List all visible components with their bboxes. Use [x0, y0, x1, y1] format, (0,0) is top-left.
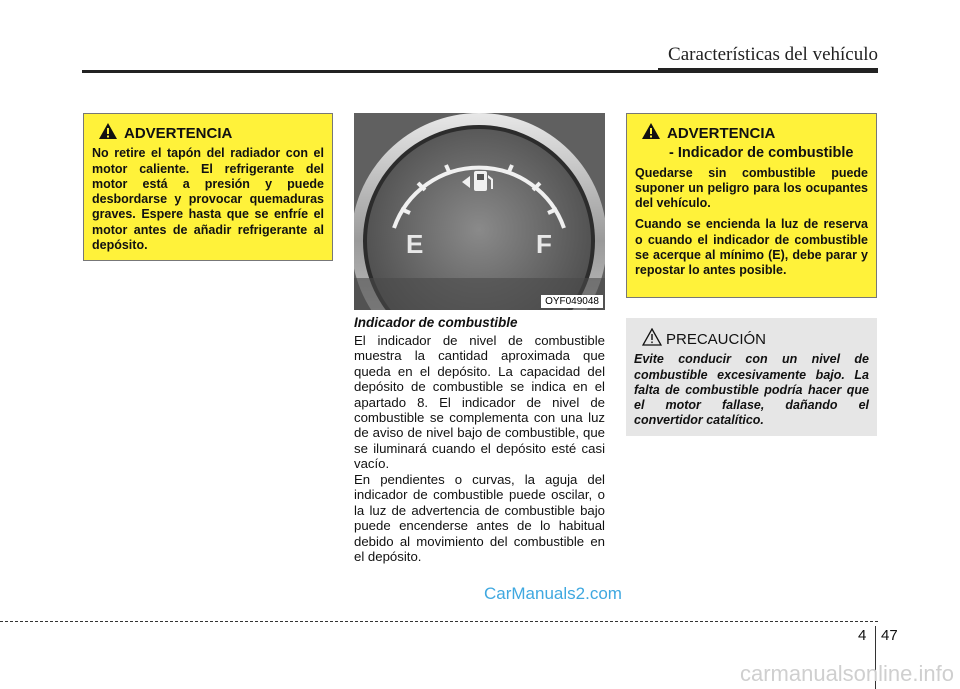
warning-text-2: Cuando se encienda la luz de reserva o cuando el indicador de combustible se acerque al mínimo (E), debe parar y repostar lo antes posible. — [635, 217, 868, 278]
warning-triangle-icon — [98, 122, 118, 144]
warning-text: No retire el tapón del radiador con el motor caliente. El refrigerante del motor está a presión y puede desbordarse y provocar quemaduras graves. Espere hasta que se enfríe el motor antes de añadir refrigerante al depósito. — [92, 146, 324, 253]
caution-triangle-icon — [642, 328, 662, 350]
warning-box-radiator — [83, 113, 333, 261]
section-caption: Indicador de combustible — [354, 315, 518, 330]
warning-box-fuel — [626, 113, 877, 298]
fuel-gauge-figure — [354, 113, 605, 310]
watermark-link[interactable]: CarManuals2.com — [484, 584, 622, 603]
warning-title: ADVERTENCIA — [667, 124, 776, 142]
gauge-empty-label: E — [406, 229, 424, 259]
page-header-title: Características del vehículo — [668, 44, 878, 65]
footer-dashed-rule — [0, 621, 878, 622]
warning-subtitle: - Indicador de combustible — [669, 145, 854, 162]
caution-box — [626, 318, 877, 436]
fuel-gauge-illustration — [354, 113, 605, 310]
warning-triangle-icon — [641, 122, 661, 144]
page-number: 47 — [881, 627, 898, 644]
warning-title: ADVERTENCIA — [124, 124, 233, 142]
paragraph-1: El indicador de nivel de combustible muestra la cantidad aproximada que queda en el depósito. La capacidad del depósito de combustible se indica en el apartado 8. El indicador de nivel de combustible se complementa con una luz de aviso de nivel bajo de combustible, que se iluminará cuando el depósito esté casi vacío. — [354, 333, 605, 472]
chapter-number: 4 — [858, 627, 867, 644]
paragraph-2: En pendientes o curvas, la aguja del indicador de combustible puede oscilar, o la luz de advertencia de combustible bajo puede encenderse antes de lo habitual debido al movimiento del combustible en el depósito. — [354, 472, 605, 565]
header-rule-thick — [658, 68, 878, 72]
footer-site-watermark: carmanualsonline.info — [739, 661, 954, 686]
warning-text-1: Quedarse sin combustible puede suponer un peligro para los ocupantes del vehículo. — [635, 165, 868, 211]
caution-title: PRECAUCIÓN — [666, 330, 767, 348]
caution-text: Evite conducir con un nivel de combustible excesivamente bajo. La falta de combustible podría hacer que el motor fallase, dañando el convertidor catalítico. — [634, 352, 869, 428]
figure-code: OYF049048 — [541, 295, 603, 308]
gauge-full-label: F — [536, 229, 552, 259]
